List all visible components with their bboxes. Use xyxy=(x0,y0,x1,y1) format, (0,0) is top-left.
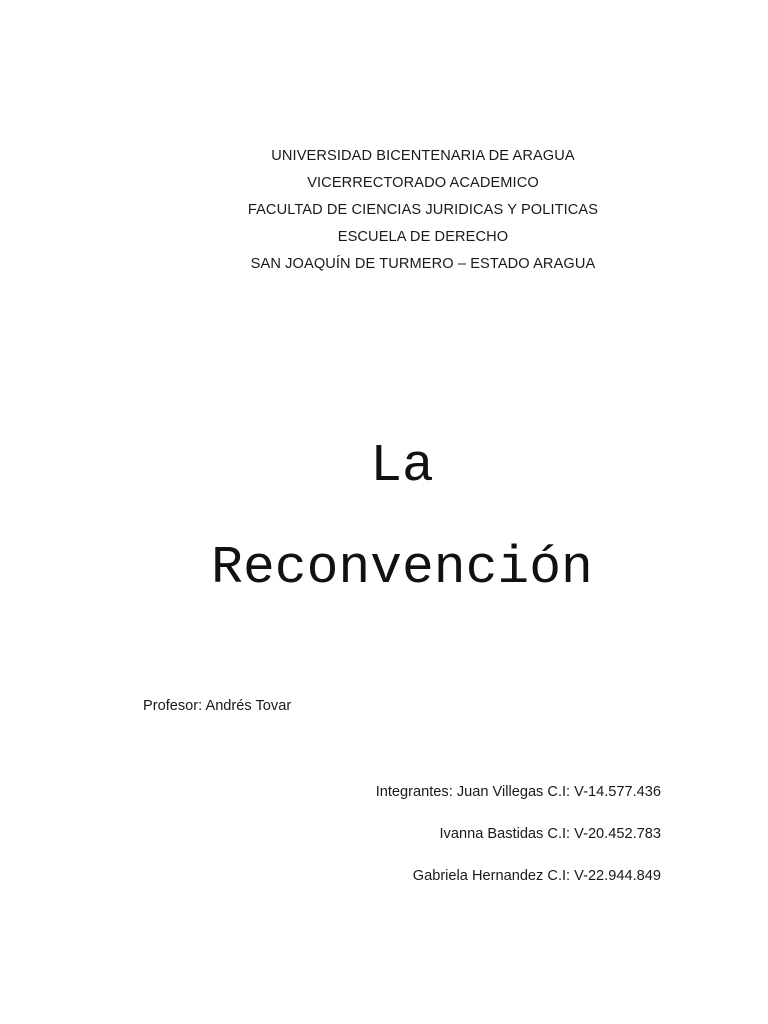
document-title-line-1: La xyxy=(370,436,434,496)
document-title-line-2: Reconvención xyxy=(211,538,593,598)
member-2: Ivanna Bastidas C.I: V-20.452.783 xyxy=(439,826,661,842)
institution-header xyxy=(0,143,768,278)
vice-rectorate: VICERRECTORADO ACADEMICO xyxy=(307,175,539,191)
member-1: Integrantes: Juan Villegas C.I: V-14.577.436 xyxy=(375,784,661,800)
university-name: UNIVERSIDAD BICENTENARIA DE ARAGUA xyxy=(271,148,575,164)
members-list xyxy=(376,783,661,909)
school-name: ESCUELA DE DERECHO xyxy=(337,229,509,245)
member-3: Gabriela Hernandez C.I: V-22.944.849 xyxy=(412,868,661,884)
faculty-name: FACULTAD DE CIENCIAS JURIDICAS Y POLITICAS xyxy=(247,202,599,218)
professor-name: Profesor: Andrés Tovar xyxy=(143,698,292,714)
location: SAN JOAQUÍN DE TURMERO – ESTADO ARAGUA xyxy=(250,256,596,272)
